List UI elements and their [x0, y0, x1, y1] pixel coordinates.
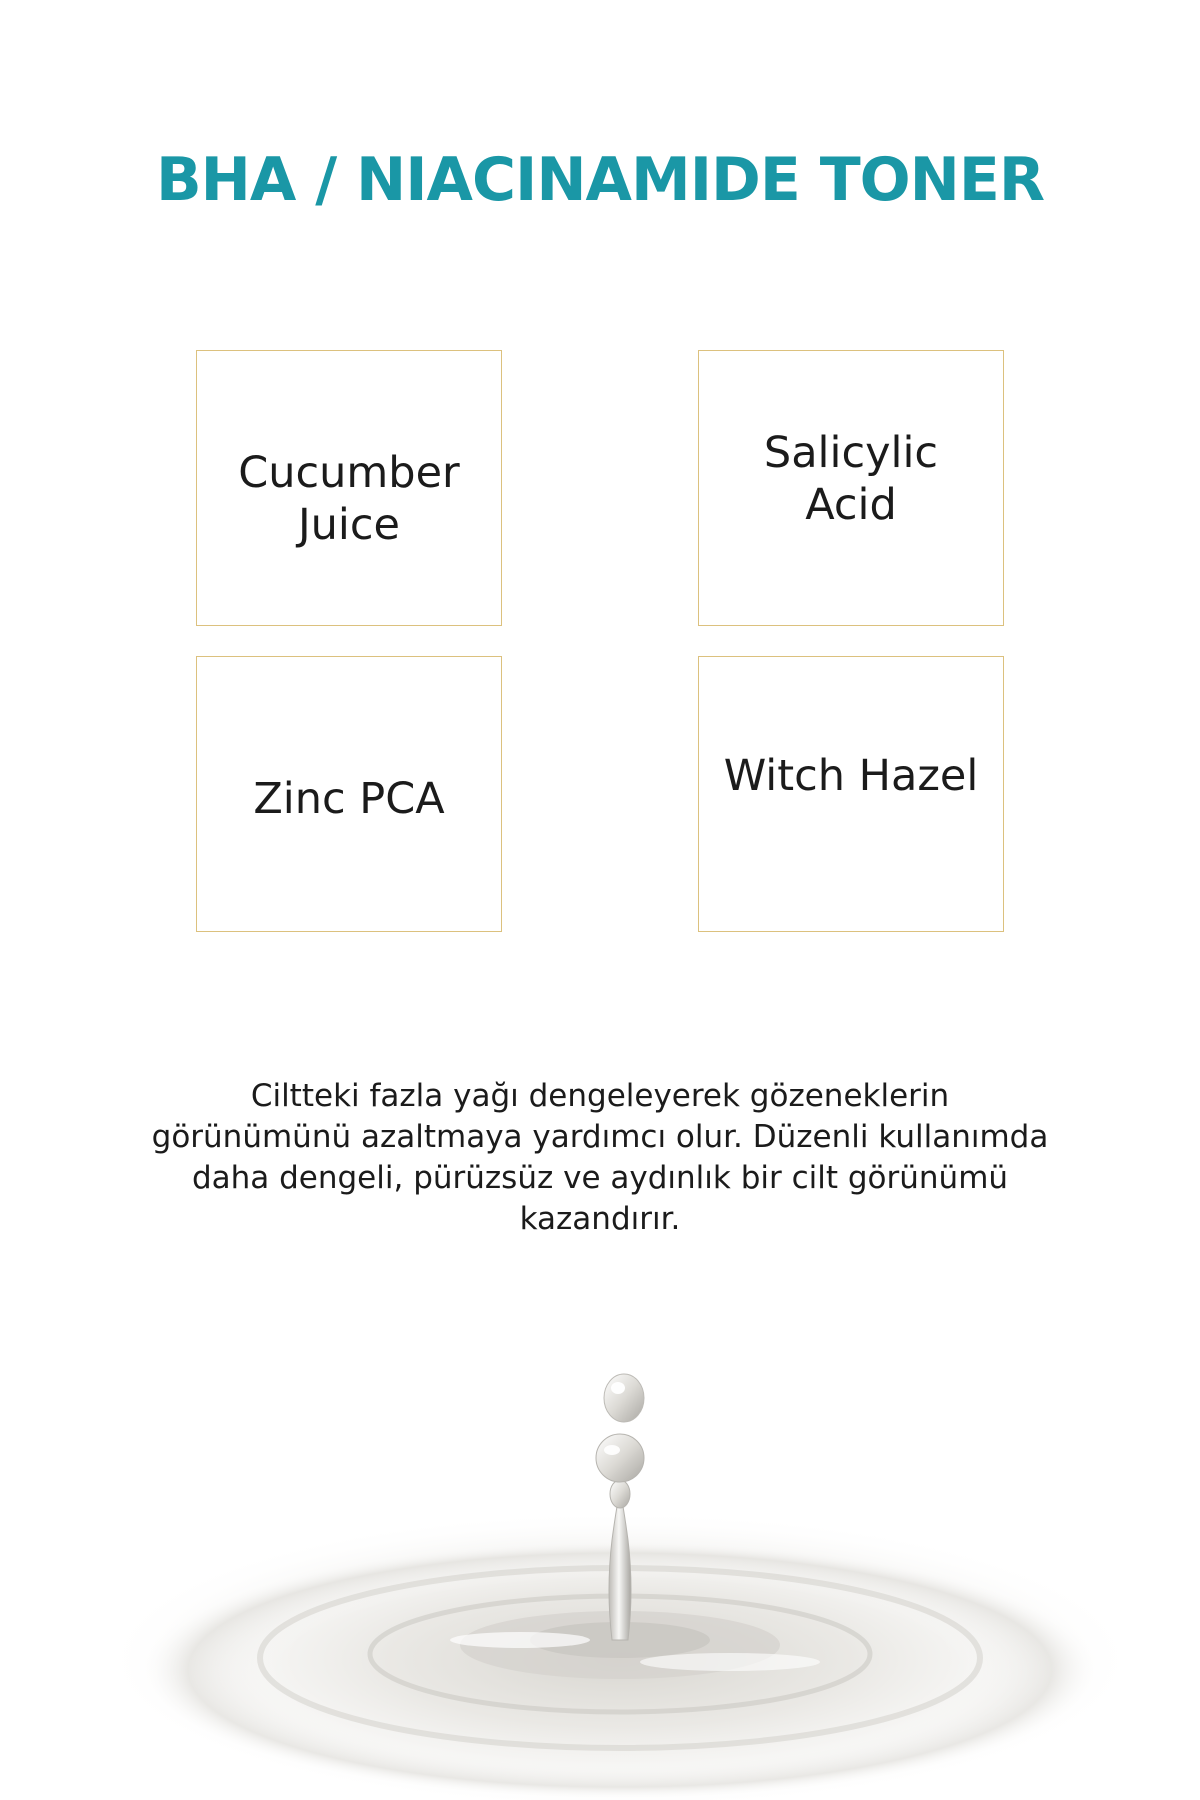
- ingredient-label: Witch Hazel: [723, 751, 979, 801]
- ingredient-card-zinc-pca: [196, 656, 502, 932]
- ingredient-card-witch-hazel: [698, 656, 1004, 932]
- ingredient-card-cucumber-juice: [196, 350, 502, 626]
- ingredient-card-salicylic-acid: [698, 350, 1004, 626]
- product-description: Ciltteki fazla yağı dengeleyerek gözeneklerin görünümünü azaltmaya yardımcı olur. Düzenli kullanımda daha dengeli, pürüzsüz ve aydınlık bir cilt görünümü kazandırır.: [151, 1078, 1049, 1237]
- page-title: BHA / NIACINAMIDE TONER: [155, 145, 1045, 215]
- ingredient-label: Cucumber Juice: [238, 448, 460, 550]
- ingredient-label: Zinc PCA: [253, 774, 445, 824]
- ingredient-label: Salicylic Acid: [763, 428, 939, 530]
- water-drop-splash-icon: [0, 1340, 1200, 1800]
